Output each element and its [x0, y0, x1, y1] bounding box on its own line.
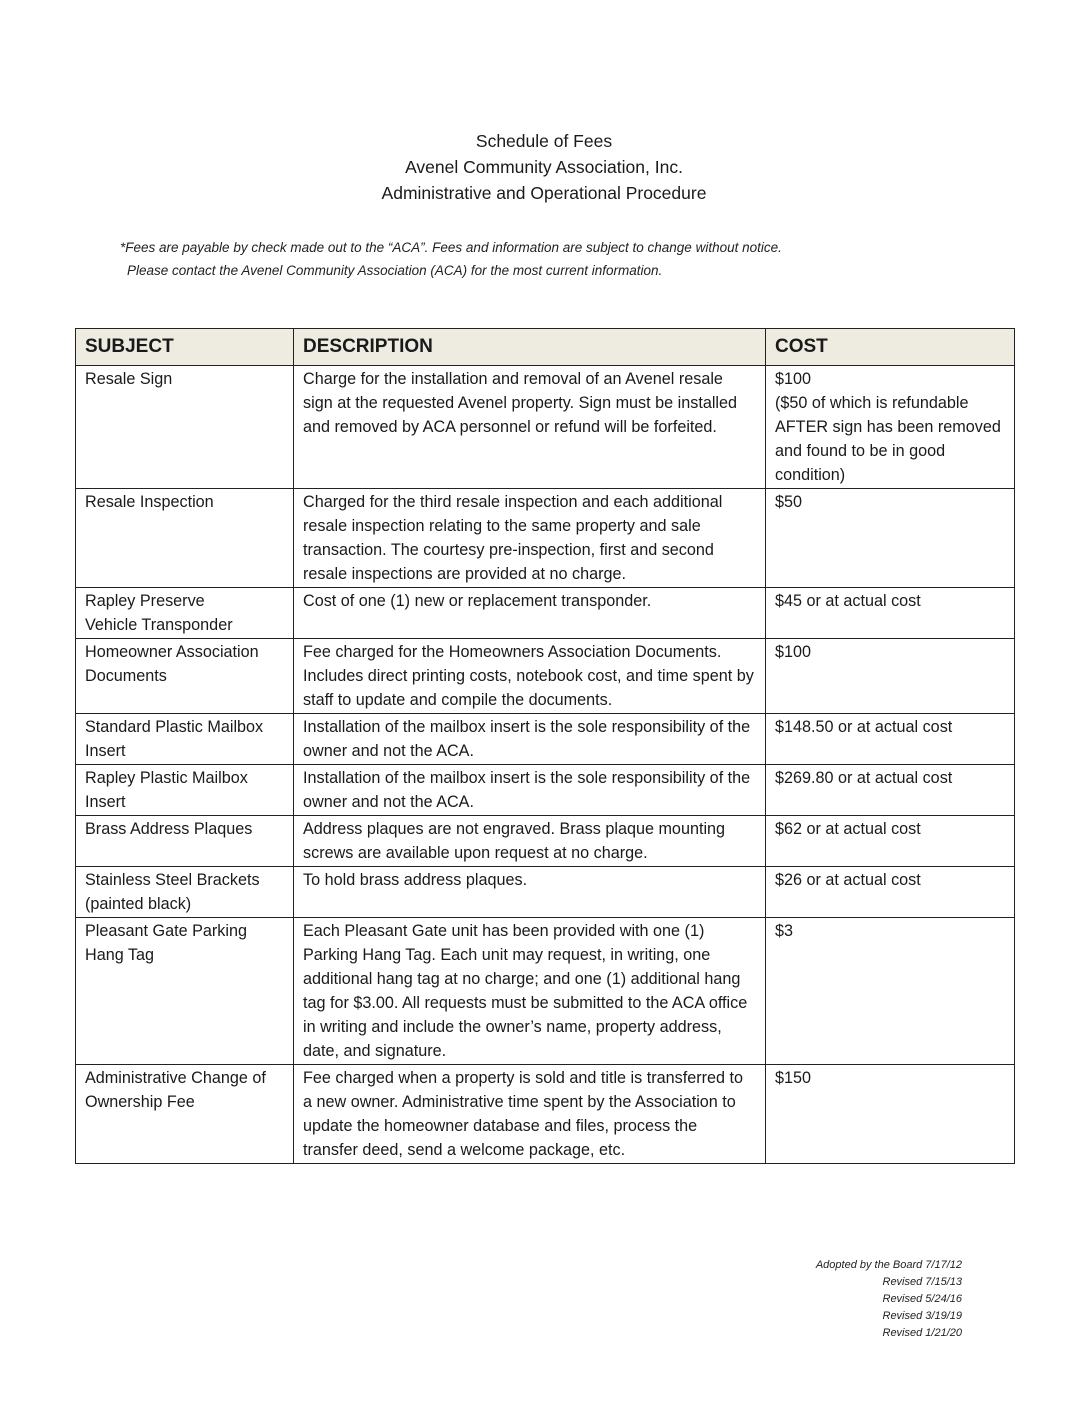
cost-cell: $150 — [766, 1065, 1015, 1164]
description-cell: Fee charged for the Homeowners Association Documents. Includes direct printing costs, notebook cost, and time spent by staff to update and compile the documents. — [294, 639, 766, 714]
subject-cell: Resale Inspection — [76, 489, 294, 588]
organization-name: Avenel Community Association, Inc. — [405, 157, 683, 177]
table-row — [76, 639, 1015, 714]
table-header-row — [76, 329, 1015, 366]
description-cell: Address plaques are not engraved. Brass plaque mounting screws are available upon request at no charge. — [294, 816, 766, 867]
description-cell: Installation of the mailbox insert is the sole responsibility of the owner and not the ACA. — [294, 714, 766, 765]
table-row — [76, 366, 1015, 489]
document-subtitle: Administrative and Operational Procedure — [381, 183, 707, 203]
subject-cell: Stainless Steel Brackets (painted black) — [76, 867, 294, 918]
subject-cell: Brass Address Plaques — [76, 816, 294, 867]
description-cell: Charge for the installation and removal of an Avenel resale sign at the requested Avenel property. Sign must be installed and removed by ACA personnel or refund will be forfeited. — [294, 366, 766, 489]
revision-adopted: Adopted by the Board 7/17/12 — [815, 1259, 962, 1271]
payment-note-line-1: *Fees are payable by check made out to the “ACA”. Fees and information are subject to change without notice. — [120, 240, 782, 255]
subject-cell: Administrative Change of Ownership Fee — [76, 1065, 294, 1164]
revision-entry: Revised 3/19/19 — [882, 1310, 962, 1322]
cost-cell: $100 ($50 of which is refundable AFTER sign has been removed and found to be in good condition) — [766, 366, 1015, 489]
subject-cell: Rapley Plastic Mailbox Insert — [76, 765, 294, 816]
table-row — [76, 588, 1015, 639]
cost-cell: $62 or at actual cost — [766, 816, 1015, 867]
description-cell: Charged for the third resale inspection and each additional resale inspection relating to the same property and sale transaction. The courtesy pre-inspection, first and second resale inspections are provided at no charge. — [294, 489, 766, 588]
document-title: Schedule of Fees — [475, 131, 613, 151]
cost-cell: $3 — [766, 918, 1015, 1065]
revision-entry: Revised 7/15/13 — [882, 1276, 962, 1288]
subject-cell: Resale Sign — [76, 366, 294, 489]
revision-entry: Revised 1/21/20 — [882, 1327, 962, 1339]
cost-cell: $100 — [766, 639, 1015, 714]
subject-cell: Standard Plastic Mailbox Insert — [76, 714, 294, 765]
table-row — [76, 765, 1015, 816]
table-row — [76, 816, 1015, 867]
table-row — [76, 918, 1015, 1065]
payment-note — [120, 236, 1020, 282]
description-cell: Cost of one (1) new or replacement transponder. — [294, 588, 766, 639]
column-header-subject: SUBJECT — [76, 329, 294, 366]
column-header-cost: COST — [766, 329, 1015, 366]
cost-cell: $50 — [766, 489, 1015, 588]
table-row — [76, 714, 1015, 765]
description-cell: Each Pleasant Gate unit has been provided with one (1) Parking Hang Tag. Each unit may request, in writing, one additional hang tag at no charge; and one (1) additional hang tag for $3.00. All requests must be submitted to the ACA office in writing and include the owner’s name, property address, date, and signature. — [294, 918, 766, 1065]
description-cell: Installation of the mailbox insert is the sole responsibility of the owner and not the ACA. — [294, 765, 766, 816]
table-row — [76, 489, 1015, 588]
revision-entry: Revised 5/24/16 — [882, 1293, 962, 1305]
description-cell: To hold brass address plaques. — [294, 867, 766, 918]
fee-schedule-table — [75, 328, 1015, 1164]
subject-cell: Pleasant Gate Parking Hang Tag — [76, 918, 294, 1065]
revision-history — [816, 1257, 962, 1342]
subject-cell: Rapley Preserve Vehicle Transponder — [76, 588, 294, 639]
cost-cell: $26 or at actual cost — [766, 867, 1015, 918]
cost-cell: $269.80 or at actual cost — [766, 765, 1015, 816]
description-cell: Fee charged when a property is sold and title is transferred to a new owner. Administrative time spent by the Association to update the homeowner database and files, process the transfer deed, send a welcome package, etc. — [294, 1065, 766, 1164]
table-row — [76, 867, 1015, 918]
document-header — [0, 128, 1088, 206]
subject-cell: Homeowner Association Documents — [76, 639, 294, 714]
column-header-description: DESCRIPTION — [294, 329, 766, 366]
cost-cell: $148.50 or at actual cost — [766, 714, 1015, 765]
table-row — [76, 1065, 1015, 1164]
payment-note-line-2: Please contact the Avenel Community Association (ACA) for the most current information. — [127, 263, 663, 278]
cost-cell: $45 or at actual cost — [766, 588, 1015, 639]
